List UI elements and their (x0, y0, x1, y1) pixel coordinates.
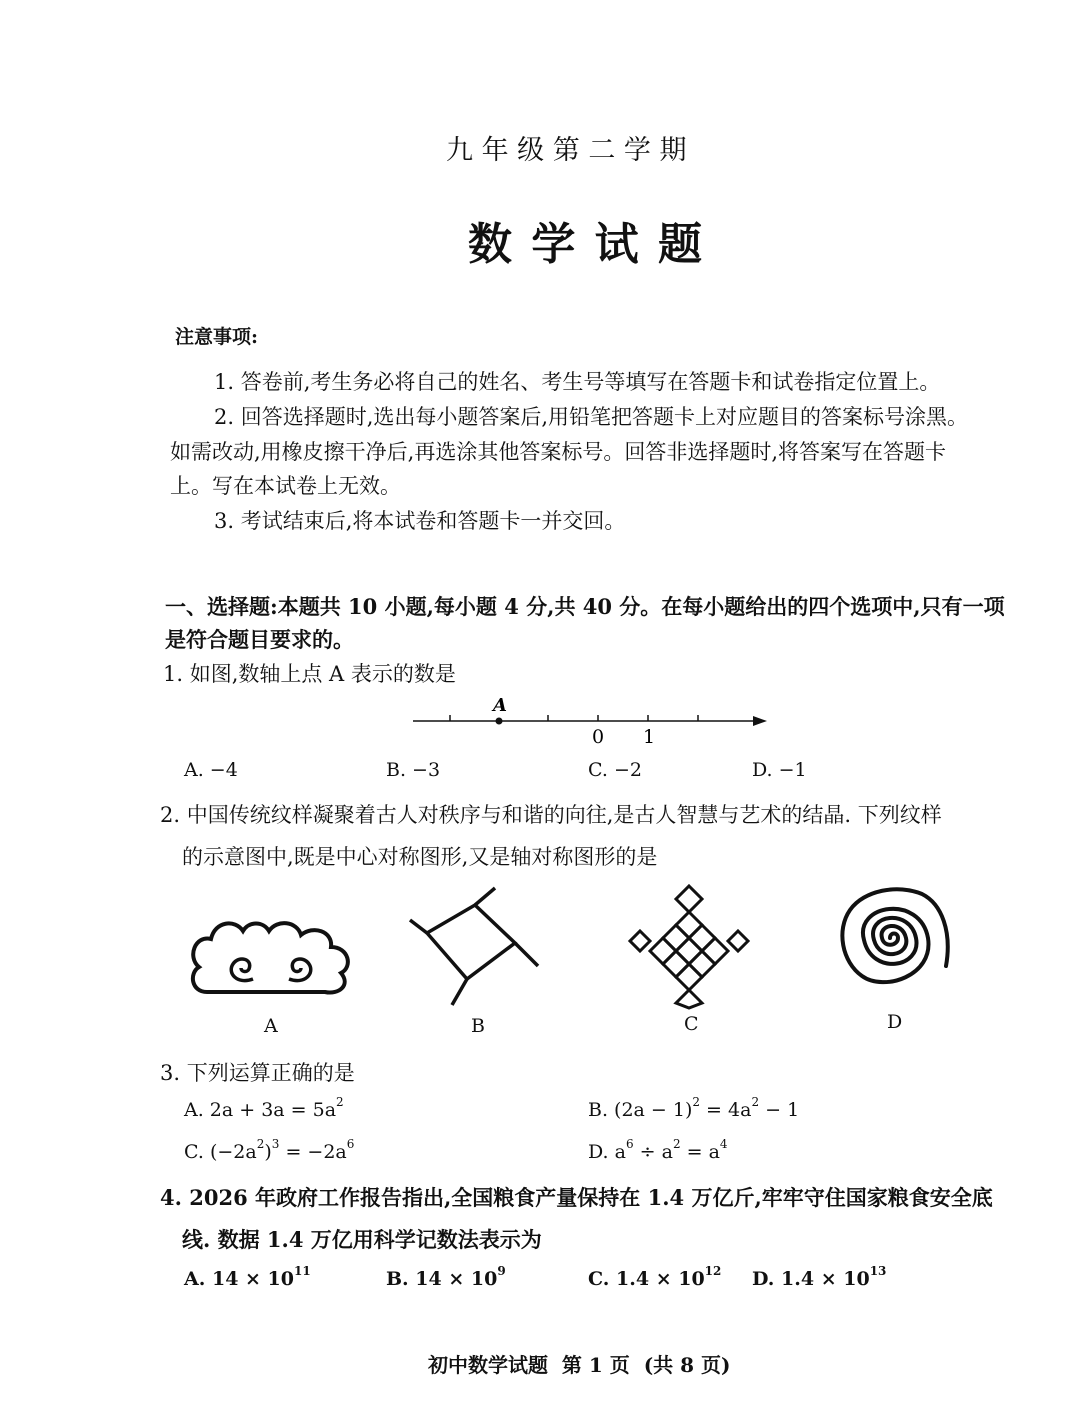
number-line-figure (405, 690, 775, 750)
grade-line: 九 年 级 第 二 学 期 (446, 135, 687, 166)
exponent: 6 (346, 1137, 355, 1151)
q3-option-d-text: = a (680, 1141, 720, 1163)
notes-item-2-line-1: 2. 回答选择题时,选出每小题答案后,用铅笔把答题卡上对应题目的答案标号涂黑。 (214, 405, 969, 429)
notes-item-2-line-2: 如需改动,用橡皮擦干净后,再选涂其他答案标号。回答非选择题时,将答案写在答题卡 (170, 440, 947, 464)
pattern-d-spiral[interactable] (828, 880, 958, 1000)
number-line-arrow (753, 716, 767, 726)
section-1-line-2: 是符合题目要求的。 (165, 627, 354, 652)
exponent: 4 (719, 1137, 728, 1151)
q1-option-c[interactable]: C. −2 (588, 759, 642, 781)
q1-option-b[interactable]: B. −3 (386, 759, 441, 781)
pattern-c-diamonds[interactable] (620, 880, 760, 1010)
q4-stem-line-1: 4. 2026 年政府工作报告指出,全国粮食产量保持在 1.4 万亿斤,牢牢守住国家粮食安全底 (160, 1185, 993, 1210)
q1-stem: 1. 如图,数轴上点 A 表示的数是 (163, 662, 456, 686)
notes-item-1: 1. 答卷前,考生务必将自己的姓名、考生号等填写在答题卡和试卷指定位置上。 (214, 370, 941, 394)
tick-label-zero: 0 (592, 726, 605, 748)
exponent: 13 (869, 1264, 887, 1278)
q3-option-a[interactable] (184, 1095, 344, 1121)
q4-option-d[interactable] (752, 1264, 887, 1290)
q3-option-d[interactable] (588, 1137, 728, 1163)
section-1-line-1: 一、选择题:本题共 10 小题,每小题 4 分,共 40 分。在每小题给出的四个选项中,只有一项 (165, 594, 1005, 619)
tick-label-one: 1 (643, 726, 656, 748)
exponent: 2 (256, 1137, 265, 1151)
exponent: 6 (625, 1137, 634, 1151)
pattern-b-label: B (471, 1015, 485, 1037)
q3-option-b-text: B. (2a − 1) (588, 1099, 693, 1121)
q3-stem: 3. 下列运算正确的是 (160, 1061, 355, 1085)
exponent: 2 (751, 1095, 760, 1109)
q4-option-b[interactable] (386, 1264, 506, 1290)
pattern-c-label: C (684, 1013, 699, 1035)
q3-option-b-text: = 4a (700, 1099, 752, 1121)
q2-stem-line-2: 的示意图中,既是中心对称图形,又是轴对称图形的是 (182, 845, 658, 869)
exponent: 2 (672, 1137, 681, 1151)
q3-option-d-text: ÷ a (633, 1141, 673, 1163)
q3-option-d-text: D. a (588, 1141, 626, 1163)
notes-item-2-line-3: 上。写在本试卷上无效。 (170, 474, 401, 498)
q3-option-b[interactable] (588, 1095, 800, 1121)
q3-option-b-text: − 1 (759, 1099, 800, 1121)
q1-option-a[interactable]: A. −4 (184, 759, 238, 781)
q1-option-d[interactable]: D. −1 (752, 759, 807, 781)
exponent: 2 (692, 1095, 701, 1109)
q3-option-c[interactable] (184, 1137, 355, 1163)
pattern-a-cloud[interactable] (185, 915, 357, 1000)
pattern-d-label: D (887, 1011, 903, 1033)
q3-option-c-text: ) (264, 1141, 272, 1163)
notes-item-3: 3. 考试结束后,将本试卷和答题卡一并交回。 (214, 509, 626, 533)
q2-stem-line-1: 2. 中国传统纹样凝聚着古人对秩序与和谐的向往,是古人智慧与艺术的结晶. 下列纹样 (160, 803, 942, 827)
exponent: 11 (294, 1264, 311, 1278)
exponent: 2 (336, 1095, 344, 1109)
q4-option-a-text: A. 14 × 10 (184, 1268, 295, 1290)
exponent: 3 (271, 1137, 280, 1151)
page-title: 数 学 试 题 (468, 219, 704, 270)
q4-option-c[interactable] (588, 1264, 722, 1290)
q3-option-c-text: C. (−2a (184, 1141, 257, 1163)
exponent: 9 (497, 1264, 506, 1278)
q4-option-b-text: B. 14 × 10 (386, 1268, 498, 1290)
pattern-b-square[interactable] (405, 883, 545, 1011)
q4-stem-line-2: 线. 数据 1.4 万亿用科学记数法表示为 (182, 1227, 542, 1252)
page-footer: 初中数学试题 第 1 页 (共 8 页) (428, 1353, 731, 1377)
pattern-a-label: A (264, 1015, 278, 1037)
exponent: 12 (704, 1264, 722, 1278)
q3-option-a-text: A. 2a + 3a = 5a (184, 1099, 337, 1121)
notes-heading: 注意事项: (175, 326, 259, 348)
q4-option-a[interactable] (184, 1264, 311, 1290)
point-a-label: A (493, 695, 507, 716)
q4-option-c-text: C. 1.4 × 10 (588, 1268, 705, 1290)
point-a-marker (496, 718, 503, 725)
q4-option-d-text: D. 1.4 × 10 (752, 1268, 870, 1290)
q3-option-c-text: = −2a (279, 1141, 347, 1163)
